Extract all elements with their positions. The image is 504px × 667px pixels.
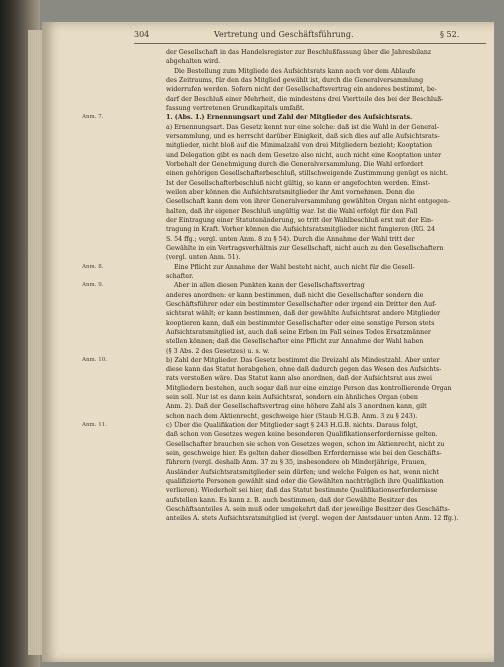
line-text: abgehalten wird. [166, 58, 221, 66]
line-text: Geschäftsanteiles A. sein muß oder umgekehrt daß der jeweilige Besitzer des Geschäfts- [166, 506, 450, 514]
margin-note: Anm. 11. [82, 422, 107, 429]
line-text: c) Über die Qualifikation der Mitglieder sagt § 243 H.G.B. nichts. Daraus folgt, [166, 422, 418, 430]
text-line [82, 207, 490, 216]
text-line [82, 113, 490, 122]
line-text: Gewählte in ein Vertragsverhältnis zur Gesellschaft, nicht auch zu den Gesellschaftern [166, 244, 444, 252]
line-text: verlieren). Wiederholt sei hier, daß das Statut bestimmte Qualifikationserfordernisse [166, 487, 438, 495]
line-text: und Delegation gibt es nach dem Gesetze also nicht, auch nicht eine Kooptation unter [166, 151, 442, 159]
line-text: Mitgliedern bestehen, auch sogar daß nur eine einzige Person das kontrollierende Organ [166, 384, 452, 392]
line-text: Die Bestellung zum Mitgliede des Aufsichtsrats kann auch vor dem Ablaufe [174, 67, 416, 75]
text-line [82, 402, 490, 411]
text-line [82, 141, 490, 150]
text-line [82, 514, 490, 523]
text-line [82, 263, 490, 272]
header-section: § 52. [440, 30, 460, 39]
margin-note: Anm. 10. [82, 356, 107, 363]
running-header [42, 30, 494, 44]
line-text: Aber in allen diesen Punkten kann der Gesellschaftsvertrag [174, 282, 365, 290]
text-line [82, 421, 490, 430]
margin-note: Anm. 8. [82, 263, 104, 270]
line-text: b) Zahl der Mitglieder. Das Gesetz bestimmt die Dreizahl als Mindestzahl. Aber unter [166, 356, 440, 364]
line-text: Eine Pflicht zur Annahme der Wahl besteht nicht, auch nicht für die Gesell- [174, 263, 415, 271]
line-text: tragung in Kraft. Vorher können die Aufsichtsratsmitglieder nicht fungieren (RG. 24 [166, 226, 436, 234]
text-line [82, 272, 490, 281]
text-line [82, 48, 490, 57]
text-line [82, 235, 490, 244]
text-line [82, 188, 490, 197]
text-line [82, 76, 490, 85]
text-line [82, 505, 490, 514]
line-text: Ist der Gesellschafterbeschluß nicht gültig, so kann er angefochten werden. Einst- [166, 179, 431, 187]
line-text: Anm. 2). Daß der Gesellschaftsvertrag eine höhere Zahl als 3 anordnen kann, gilt [166, 403, 427, 411]
header-title: Vertretung und Geschäftsführung. [214, 30, 354, 39]
text-line [82, 468, 490, 477]
text-line [82, 337, 490, 346]
text-line [82, 179, 490, 188]
line-text: qualifizierte Personen gewählt sind oder die Gewählten nachträglich ihre Qualifikation [166, 478, 444, 486]
line-text: führern (vergl. deshalb Anm. 37 zu § 35, insbesondere ob Minderjährige, Frauen, [166, 459, 427, 467]
line-text: Gesellschaft kann dem von ihrer Generalversammlung gewählten Organ nicht entgegen- [166, 198, 450, 206]
line-text: daß schon von Gesetzes wegen keine besonderen Qualifikationserfordernisse gelten. [166, 431, 438, 439]
line-text: der Eintragung einer Statutenänderung, so tritt der Wahlbeschluß erst mit der Ein- [166, 216, 434, 224]
line-text: (vergl. unten Anm. 51). [166, 254, 241, 262]
line-text: S. 54 ffg.; vergl. unten Anm. 8 zu § 54). Durch die Annahme der Wahl tritt der [166, 235, 415, 243]
text-line [82, 477, 490, 486]
margin-note: Anm. 9. [82, 282, 104, 289]
text-line [82, 328, 490, 337]
text-line [82, 123, 490, 132]
book-page [42, 22, 494, 662]
text-line [82, 319, 490, 328]
line-text: kooptieren kann, daß ein bestimmter Gesellschafter oder eine sonstige Person stets [166, 319, 435, 327]
line-text: weilen aber können die Aufsichtsratsmitglieder ihr Amt vornehmen. Denn die [166, 188, 415, 196]
line-text: Vorbehalt der Genehmigung durch die Generalversammlung. Die Wahl erfordert [166, 160, 424, 168]
line-text: versammlung, und es herrscht darüber Einigkeit, daß sich dies auf alle Aufsichtsrats- [166, 132, 440, 140]
line-text: 1. (Abs. 1.) Ernennungsart und Zahl der Mitglieder des Aufsichtsrats. [166, 114, 413, 122]
line-text: anderes anordnen: er kann bestimmen, daß nicht die Gesellschafter sondern die [166, 291, 424, 299]
text-line [82, 197, 490, 206]
text-line [82, 57, 490, 66]
line-text: einen gehörigen Gesellschafterbeschluß, stillschweigende Zustimmung genügt es nicht. [166, 170, 448, 178]
line-text: sein, geschweige hier. Es gelten daher dieselben Erfordernisse wie bei den Geschäfts- [166, 450, 442, 458]
line-text: stellen können; daß die Gesellschafter eine Pflicht zur Annahme der Wahl haben [166, 338, 424, 346]
line-text: halten, daß ihr eigener Beschluß ungültig war. Ist die Wahl erfolgt für den Fall [166, 207, 418, 215]
text-line [82, 225, 490, 234]
text-line [82, 486, 490, 495]
text-line [82, 449, 490, 458]
line-text: fassung vertretenen Grundkapitals umfaßt. [166, 104, 305, 112]
line-text: Aufsichtsratsmitglied ist, auch daß seine Erben im Fall seines Todes Ersatzmänner [166, 328, 431, 336]
line-text: Ausländer Aufsichtsratsmitglieder sein dürfen; und welche Folgen es hat, wenn nicht [166, 468, 439, 476]
body-text [82, 48, 490, 524]
line-text: sichtsrat wählt; er kann bestimmen, daß der gewählte Aufsichtsrat andere Mitglieder [166, 310, 441, 318]
text-line [82, 365, 490, 374]
text-line [82, 253, 490, 262]
text-line [82, 85, 490, 94]
text-line [82, 244, 490, 253]
text-line [82, 169, 490, 178]
line-text: widerrufen werden. Sofern nicht der Gesellschaftsvertrag ein anderes bestimmt, be- [166, 86, 437, 94]
text-line [82, 496, 490, 505]
text-line [82, 430, 490, 439]
line-text: schon nach dem Aktienrecht, geschweige hier (Staub H.G.B. Anm. 3 zu § 243). [166, 412, 418, 420]
line-text: a) Ernennungsart. Das Gesetz kennt nur eine solche: daß ist die Wahl in der General- [166, 123, 439, 131]
text-line [82, 309, 490, 318]
line-text: (§ 3 Abs. 2 des Gesetzes) u. s. w. [166, 347, 270, 355]
line-text: Geschäftsführer oder ein bestimmter Gesellschafter oder irgend ein Dritter den Auf- [166, 300, 437, 308]
text-line [82, 291, 490, 300]
line-text: schafter. [166, 272, 194, 280]
text-line [82, 151, 490, 160]
line-text: anteiles A. stets Aufsichtsratsmitglied ist (vergl. wegen der Amtsdauer unten Anm. 12 ffg.). [166, 515, 459, 523]
text-line [82, 132, 490, 141]
text-line [82, 458, 490, 467]
text-line [82, 412, 490, 421]
page-number: 304 [134, 30, 150, 39]
line-text: aufstellen kann. Es kann z. B. auch bestimmen, daß der Gewählte Besitzer des [166, 496, 418, 504]
margin-note: Anm. 7. [82, 114, 104, 121]
text-line [82, 440, 490, 449]
line-text: der Gesellschaft in das Handelsregister zur Beschlußfassung über die Jahresbilanz [166, 49, 432, 56]
header-rule [134, 43, 486, 44]
text-line [82, 95, 490, 104]
text-line [82, 160, 490, 169]
line-text: rats verstoßen wäre. Das Statut kann also anordnen, daß der Aufsichtsrat aus zwei [166, 375, 433, 383]
text-line [82, 67, 490, 76]
text-line [82, 104, 490, 113]
text-line [82, 384, 490, 393]
line-text: diese kann das Statut herabgehen, ohne daß dadurch gegen das Wesen des Aufsichts- [166, 366, 442, 374]
text-line [82, 374, 490, 383]
text-line [82, 347, 490, 356]
text-line [82, 281, 490, 290]
text-line [82, 393, 490, 402]
text-line [82, 356, 490, 365]
text-line [82, 216, 490, 225]
line-text: Gesellschafter brauchen sie schon von Gesetzes wegen, schon im Aktienrecht, nicht zu [166, 440, 445, 448]
line-text: darf der Beschluß einer Mehrheit, die mindestens drei Viertteile des bei der Beschluß- [166, 95, 444, 103]
line-text: des Zeitraums, für den das Mitglied gewählt ist, durch die Generalversammlung [166, 76, 424, 84]
line-text: sein soll. Nur ist es dann kein Aufsichtsrat, sondern ein ähnliches Organ (oben [166, 394, 418, 402]
line-text: mitglieder, nicht bloß auf die Minimalzahl von drei Mitgliedern bezieht; Kooptation [166, 142, 433, 150]
text-line [82, 300, 490, 309]
